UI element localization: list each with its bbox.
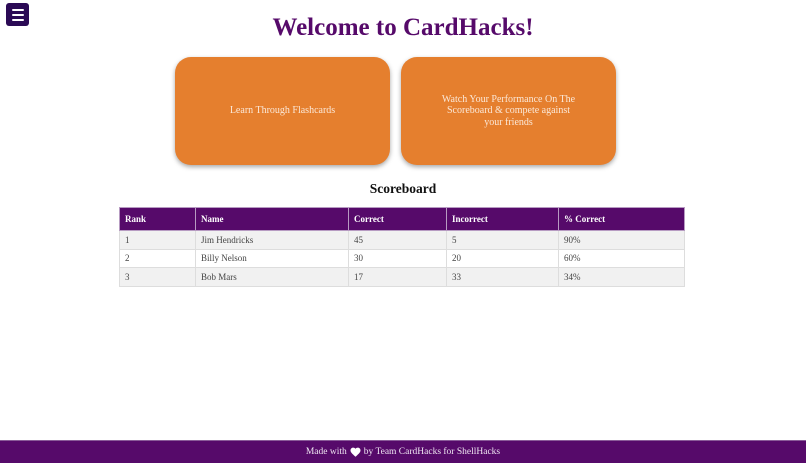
table-row [120,268,685,287]
table-header-row [120,208,685,231]
column-header-correct: Correct [349,208,447,231]
column-header-percent-correct: % Correct [559,208,685,231]
cell-incorrect: 20 [447,249,559,268]
column-header-rank: Rank [120,208,196,231]
footer-text-after: by Team CardHacks for ShellHacks [363,447,501,457]
cell-name: Jim Hendricks [196,231,349,250]
feature-cards [175,57,616,165]
scoreboard-card[interactable] [401,57,616,165]
column-header-incorrect: Incorrect [447,208,559,231]
cell-incorrect: 5 [447,231,559,250]
scoreboard-table [119,207,685,287]
cell-name: Bob Mars [196,268,349,287]
table-row [120,249,685,268]
footer [0,440,806,463]
cell-percent-correct: 34% [559,268,685,287]
flashcards-card[interactable] [175,57,390,165]
cell-rank: 2 [120,249,196,268]
cell-rank: 3 [120,268,196,287]
flashcards-card-label: Learn Through Flashcards [229,105,336,117]
cell-name: Billy Nelson [196,249,349,268]
column-header-name: Name [196,208,349,231]
scoreboard-title: Scoreboard [369,181,437,196]
cell-correct: 45 [349,231,447,250]
scoreboard-card-label: Watch Your Performance On The Scoreboard & compete against your friends [441,93,576,128]
cell-correct: 17 [349,268,447,287]
page-title: Welcome to CardHacks! [272,14,534,41]
cell-correct: 30 [349,249,447,268]
table-row [120,231,685,250]
heart-icon [350,447,361,457]
footer-text-before: Made with [305,447,347,457]
cell-rank: 1 [120,231,196,250]
cell-percent-correct: 90% [559,231,685,250]
cell-incorrect: 33 [447,268,559,287]
cell-percent-correct: 60% [559,249,685,268]
hamburger-menu-icon [12,9,24,11]
